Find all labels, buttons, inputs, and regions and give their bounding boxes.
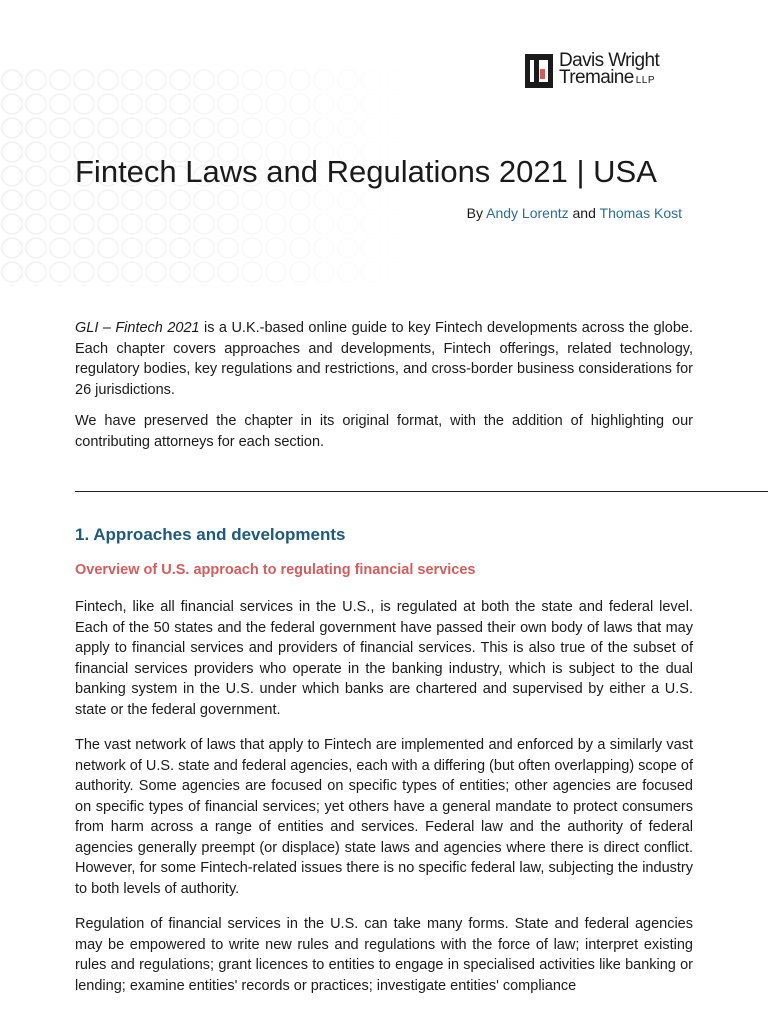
author-link-lorentz[interactable]: Andy Lorentz — [486, 205, 569, 221]
section-divider — [75, 491, 768, 492]
body-paragraph: Regulation of financial services in the U.S. can take many forms. State and federal agencies may be empowered to write new rules and regulations with the force of law; interpret existing rules and regulations; grant licences to entities to engage in specialised activities like banking or lending; examine entities' records or practices; investigate entities' compliance — [75, 916, 693, 994]
intro-paragraph-1-text: is a U.K.-based online guide to key Fintech developments across the globe. Each chapter covers approaches and developments, Fintech offerings, related technology, regulatory bodies, key regulations and restrictions, and cross-border business considerations for 26 jurisdictions. — [75, 320, 694, 398]
section-heading: 1. Approaches and developments — [75, 525, 346, 544]
body-paragraph: The vast network of laws that apply to Fintech are implemented and enforced by a similarly vast network of U.S. state and federal agencies, each with a differing (but often overlapping) scope of authority. Some agencies are focused on specific types of entities; other agencies are focused on specific types of financial services; yet others have a general mandate to protect consumers from harm across a range of entities and services. Federal law and the authority of federal agencies generally preempt (or displace) state laws and agencies where there is direct conflict. However, for some Fintech-related issues there is no specific federal law, subjecting the industry to both levels of authority. — [75, 737, 693, 897]
body-text — [75, 597, 693, 996]
logo-line-2-name: Tremaine — [559, 67, 634, 88]
page-title: Fintech Laws and Regulations 2021 | USA — [75, 154, 657, 189]
intro — [75, 318, 693, 452]
author-link-kost[interactable]: Thomas Kost — [599, 205, 682, 221]
firm-logo — [525, 52, 659, 89]
body-paragraph: Fintech, like all financial services in the U.S., is regulated at both the state and federal level. Each of the 50 states and the federal government have passed their own body of laws that may apply to financial services and providers of financial services. This is also true of the subset of financial services providers who operate in the banking industry, which is subject to the dual banking system in the U.S. under which banks are chartered and supervised by either a U.S. state or the federal government. — [75, 599, 693, 718]
intro-paragraph-2: We have preserved the chapter in its original format, with the addition of highlighting our contributing attorneys for each section. — [75, 413, 693, 450]
guide-title: GLI – Fintech 2021 — [75, 320, 200, 336]
subsection-heading: Overview of U.S. approach to regulating financial services — [75, 562, 476, 578]
logo-line-2 — [559, 69, 659, 89]
byline-prefix: By — [466, 205, 483, 221]
logo-text — [559, 52, 659, 89]
byline — [467, 205, 682, 221]
logo-suffix: LLP — [635, 75, 656, 86]
byline-conjunction: and — [572, 205, 596, 221]
logo-line-1: Davis Wright — [559, 50, 660, 71]
intro-paragraph-1 — [75, 318, 693, 400]
logo-mark-icon — [525, 54, 553, 88]
